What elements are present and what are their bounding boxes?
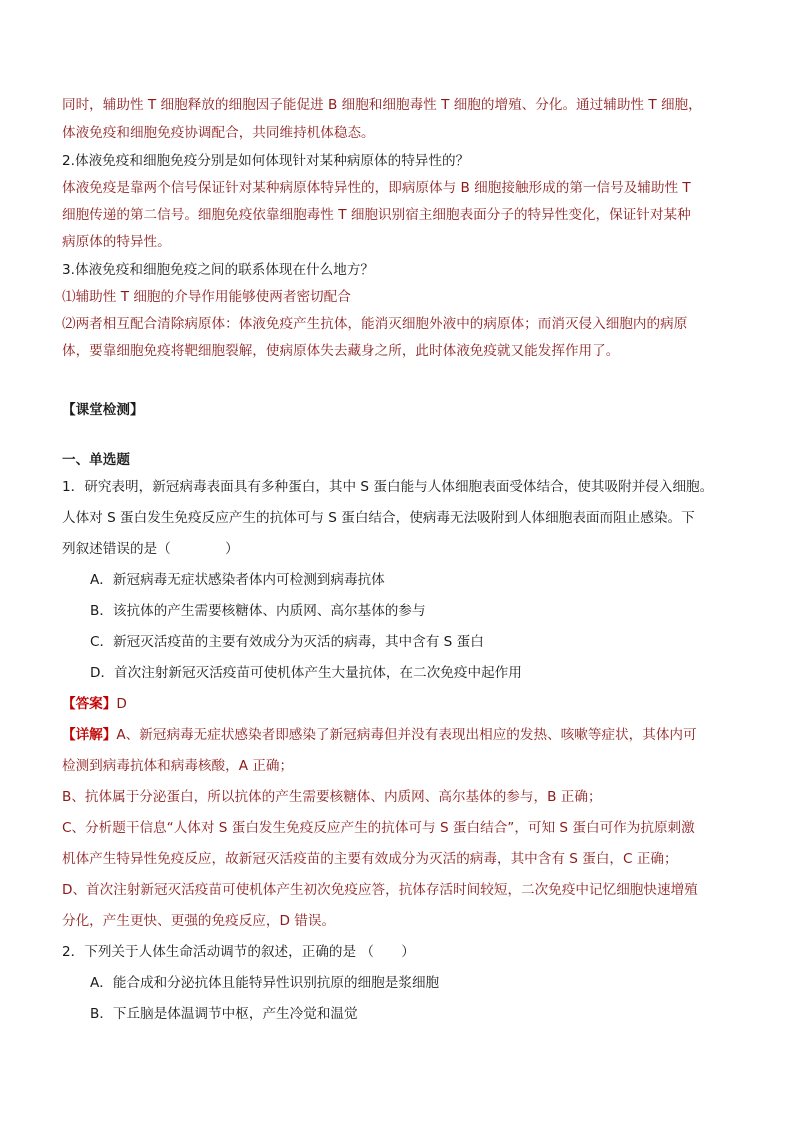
summary-line-1: 同时，辅助性 T 细胞释放的细胞因子能促进 B 细胞和细胞毒性 T 细胞的增殖、分化。通过辅助性 T 细胞， — [62, 97, 702, 113]
item1-detail-line-5: 机体产生特异性免疫反应，故新冠灭活疫苗的主要有效成分为灭活的病毒，其中含有 S 蛋白，C 正确； — [62, 851, 678, 867]
q2-answer-line-1: 体液免疫是靠两个信号保证针对某种病原体特异性的，即病原体与 B 细胞接触形成的第一信号及辅助性 T — [62, 180, 691, 196]
item1-stem-line-1: 1．研究表明，新冠病毒表面具有多种蛋白，其中 S 蛋白能与人体细胞表面受体结合，使其吸附并侵入细胞。 — [62, 479, 714, 495]
detail-tag: 【详解】 — [62, 727, 117, 743]
q3-answer-line-3: 体，要靠细胞免疫将靶细胞裂解，使病原体失去藏身之所，此时体液免疫就又能发挥作用了。 — [62, 343, 620, 359]
item1-detail-line-4: C、分析题干信息“人体对 S 蛋白发生免疫反应产生的抗体可与 S 蛋白结合”，可知 S 蛋白可作为抗原刺激 — [62, 820, 695, 836]
item2-stem: 2．下列关于人体生命活动调节的叙述，正确的是 （ ） — [62, 944, 415, 960]
item1-detail-line-7: 分化，产生更快、更强的免疫反应，D 错误。 — [62, 913, 336, 929]
q3-question: 3.体液免疫和细胞免疫之间的联系体现在什么地方？ — [62, 262, 375, 278]
q3-answer-line-1: ⑴辅助性 T 细胞的介导作用能够使两者密切配合 — [62, 289, 351, 305]
item1-option-d: D．首次注射新冠灭活疫苗可使机体产生大量抗体，在二次免疫中起作用 — [90, 665, 522, 681]
q2-question: 2.体液免疫和细胞免疫分别是如何体现针对某种病原体的特异性的？ — [62, 153, 470, 169]
item1-answer — [62, 694, 754, 714]
answer-tag: 【答案】 — [62, 696, 117, 712]
q2-answer-line-2: 细胞传递的第二信号。细胞免疫依靠细胞毒性 T 细胞识别宿主细胞表面分子的特异性变化，保证针对某种 — [62, 207, 691, 223]
item1-stem-line-3: 列叙述错误的是（ ） — [62, 541, 239, 557]
item1-option-a: A．新冠病毒无症状感染者体内可检测到病毒抗体 — [90, 572, 385, 588]
item1-detail-line-2: 检测到病毒抗体和病毒核酸，A 正确； — [62, 758, 294, 774]
q3-answer-line-2: ⑵两者相互配合清除病原体：体液免疫产生抗体，能消灭细胞外液中的病原体；而消灭侵入细胞内的病原 — [62, 316, 688, 332]
item1-detail-line-1 — [62, 725, 754, 745]
item1-stem-line-2: 人体对 S 蛋白发生免疫反应产生的抗体可与 S 蛋白结合，使病毒无法吸附到人体细胞表面而阻止感染。下 — [62, 510, 695, 526]
item2-option-a: A．能合成和分泌抗体且能特异性识别抗原的细胞是浆细胞 — [90, 975, 440, 991]
item1-option-c: C．新冠灭活疫苗的主要有效成分为灭活的病毒，其中含有 S 蛋白 — [90, 634, 484, 650]
q2-answer-line-3: 病原体的特异性。 — [62, 234, 171, 250]
section-title: 【课堂检测】 — [62, 402, 144, 418]
summary-line-2: 体液免疫和细胞免疫协调配合，共同维持机体稳态。 — [62, 125, 375, 141]
item1-detail-line-6: D、首次注射新冠灭活疫苗可使机体产生初次免疫应答，抗体存活时间较短，二次免疫中记忆细胞快速增殖 — [62, 882, 698, 898]
item1-detail-line-3: B、抗体属于分泌蛋白，所以抗体的产生需要核糖体、内质网、高尔基体的参与，B 正确； — [62, 789, 602, 805]
answer-value: D — [116, 696, 127, 712]
item1-option-b: B．该抗体的产生需要核糖体、内质网、高尔基体的参与 — [90, 603, 426, 619]
item2-option-b: B．下丘脑是体温调节中枢，产生冷觉和温觉 — [90, 1006, 358, 1022]
subsection-title: 一、单选题 — [62, 452, 130, 468]
detail-text-1: A、新冠病毒无症状感染者即感染了新冠病毒但并没有表现出相应的发热、咳嗽等症状，其体内可 — [116, 727, 697, 743]
